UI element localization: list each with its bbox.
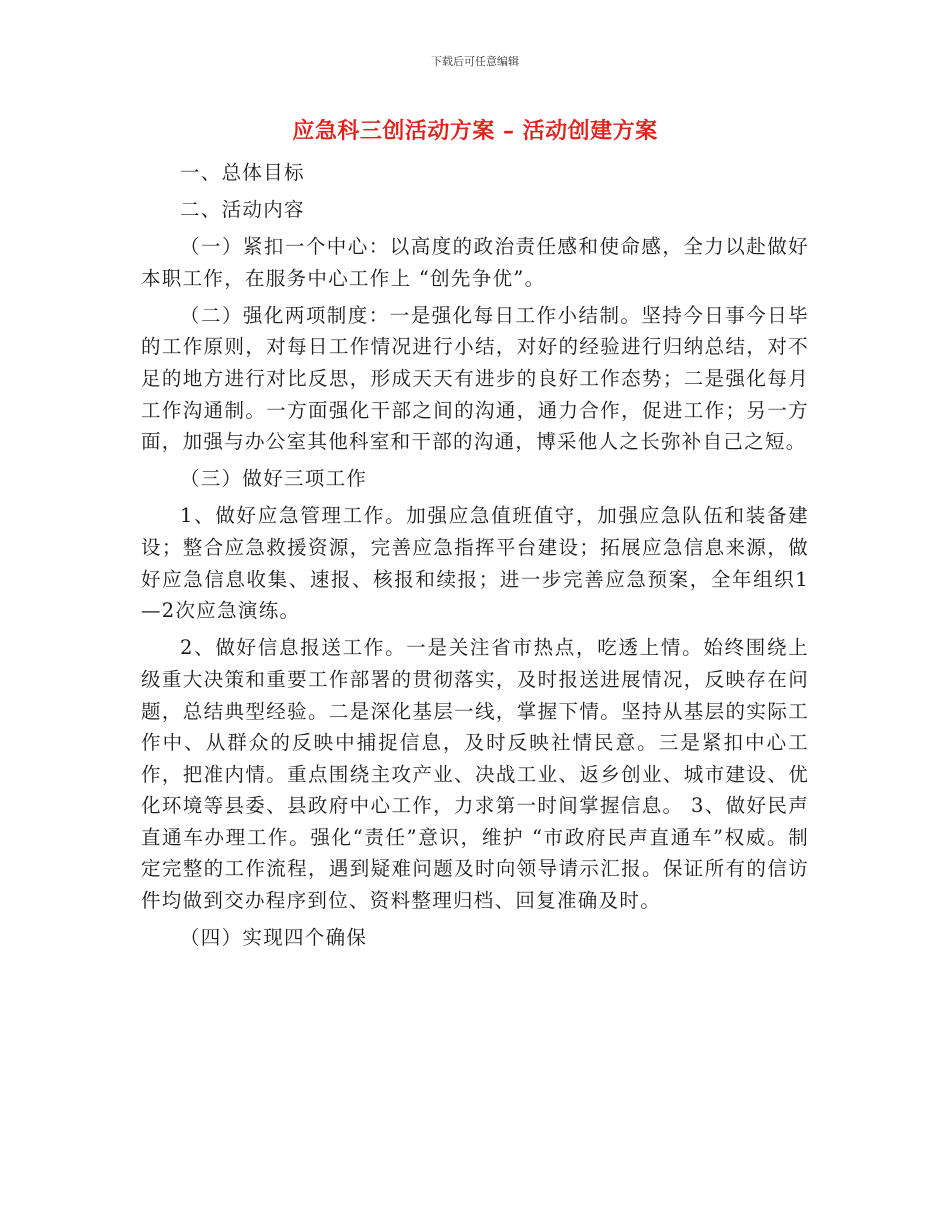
paragraph-item-4-heading: （四）实现四个确保 — [180, 926, 368, 950]
paragraph-item-3-heading: （三）做好三项工作 — [180, 467, 368, 491]
page-header: 下载后可任意编辑 — [431, 55, 519, 68]
document-body — [141, 157, 809, 954]
section-heading-1: 一、总体目标 — [180, 161, 305, 184]
paragraph-item-2: （二）强化两项制度：一是强化每日工作小结制。坚持今日事今日毕的工作原则，对每日工作情况进行小结，对好的经验进行归纳总结，对不足的地方进行对比反思，形成天天有进步的良好工作态势；二是强化每月工作沟通制。一方面强化干部之间的沟通，通力合作，促进工作；另一方面，加强与办公室其他科室和干部的沟通，博采他人之长弥补自己之短。 — [141, 303, 809, 454]
section-heading-2: 二、活动内容 — [180, 198, 305, 222]
paragraph-emergency-management: 1、做好应急管理工作。加强应急值班值守，加强应急队伍和装备建设；整合应急救援资源，完善应急指挥平台建设；拓展应急信息来源，做好应急信息收集、速报、核报和续报；进一步完善应急预案，全年组织1—2次应急演练。 — [141, 504, 809, 623]
paragraph-information-reporting: 2、做好信息报送工作。一是关注省市热点，吃透上情。始终围绕上级重大决策和重要工作部署的贯彻落实，及时报送进展情况，反映存在问题，总结典型经验。二是深化基层一线，掌握下情。坚持从基层的实际工作中、从群众的反映中捕捉信息，及时反映社情民意。三是紧扣中心工作，把准内情。重点围绕主攻产业、决战工业、返乡创业、城市建设、优化环境等县委、县政府中心工作，力求第一时间掌握信息。 3、做好民声直通车办理工作。强化“责任”意识，维护 “市政府民声直通车”权威。制定完整的工作流程，遇到疑难问题及时向领导请示汇报。保证所有的信访件均做到交办程序到位、资料整理归档、回复准确及时。 — [141, 636, 809, 913]
document-title: 应急科三创活动方案 – 活动创建方案 — [292, 118, 658, 144]
paragraph-item-1: （一）紧扣一个中心：以高度的政治责任感和使命感，全力以赴做好本职工作，在服务中心工作上 “创先争优”。 — [141, 235, 809, 290]
